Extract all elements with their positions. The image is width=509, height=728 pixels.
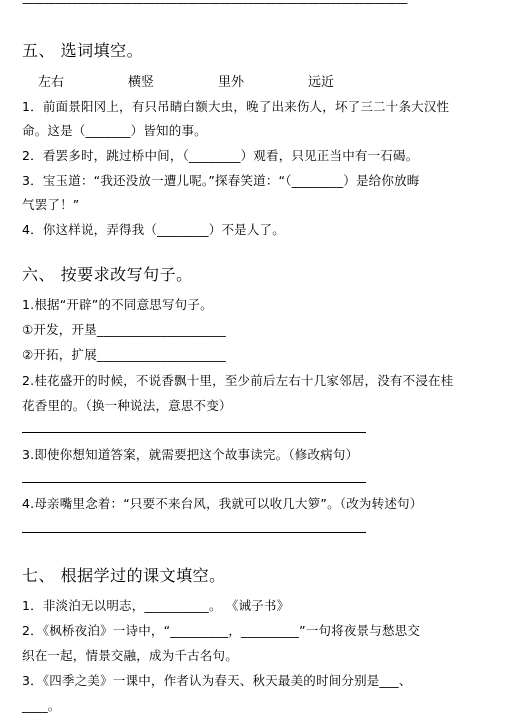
s7-q2-line2: 织在一起，情景交融，成为千古名句。 <box>22 648 238 663</box>
s6-q2-line2: 花香里的。（换一种说法，意思不变） <box>22 398 232 413</box>
top-divider: ——————————————————————————————————— <box>22 0 407 10</box>
section-7-title: 七、 根据学过的课文填空。 <box>22 566 226 585</box>
s5-q1-line1: 1．前面景阳冈上，有只吊睛白额大虫，晚了出来伤人，坏了三二十条大汉性 <box>22 99 450 114</box>
s7-q3-line1: 3．《四季之美》一课中，作者认为春天、秋天最美的时间分别是___、 <box>22 673 412 688</box>
section-6-title: 六、 按要求改写句子。 <box>22 265 193 284</box>
s5-q2: 2．看罢多时，跳过桥中间，（________）观看，只见正当中有一石碣。 <box>22 148 419 163</box>
s7-q3-line2: ____。 <box>22 698 61 713</box>
s6-q1: 1.根据“开辟”的不同意思写句子。 <box>22 297 213 312</box>
s6-q4: 4.母亲嘴里念着：“只要不来台风，我就可以收几大箩”。（改为转述句） <box>22 496 423 511</box>
option-yuanjin: 远近 <box>308 75 335 90</box>
s7-q2-line1: 2．《枫桥夜泊》一诗中，“_________，_________”一句将夜景与愁思交 <box>22 623 421 638</box>
s7-q1: 1．非淡泊无以明志，__________。 《诫子书》 <box>22 598 290 613</box>
s5-q1-line2: 命。这是（_______）皆知的事。 <box>22 123 207 138</box>
option-hengshu: 横竖 <box>128 75 155 90</box>
section-5-title: 五、 选词填空。 <box>22 41 144 60</box>
s6-q2-line1: 2.桂花盛开的时候，不说香飘十里，至少前后左右十几家邻居，没有不浸在桂 <box>22 373 454 388</box>
answer-line-q2 <box>22 432 366 433</box>
s6-q1-a: ①开发，开垦____________________ <box>22 322 226 337</box>
s5-q3-line2: 气罢了！” <box>22 197 80 212</box>
option-liwai: 里外 <box>218 75 245 90</box>
answer-line-q4 <box>22 532 366 533</box>
s5-q4: 4．你这样说，弄得我（________）不是人了。 <box>22 222 285 237</box>
answer-line-q3 <box>22 482 366 483</box>
option-zuoyou: 左右 <box>38 75 65 90</box>
s6-q3: 3.即使你想知道答案，就需要把这个故事读完。（修改病句） <box>22 447 359 462</box>
s6-q1-b: ②开拓，扩展____________________ <box>22 347 226 362</box>
s5-q3-line1: 3．宝玉道：“我还没放一遭儿呢。”探春笑道：“（________）是给你放晦 <box>22 173 420 188</box>
